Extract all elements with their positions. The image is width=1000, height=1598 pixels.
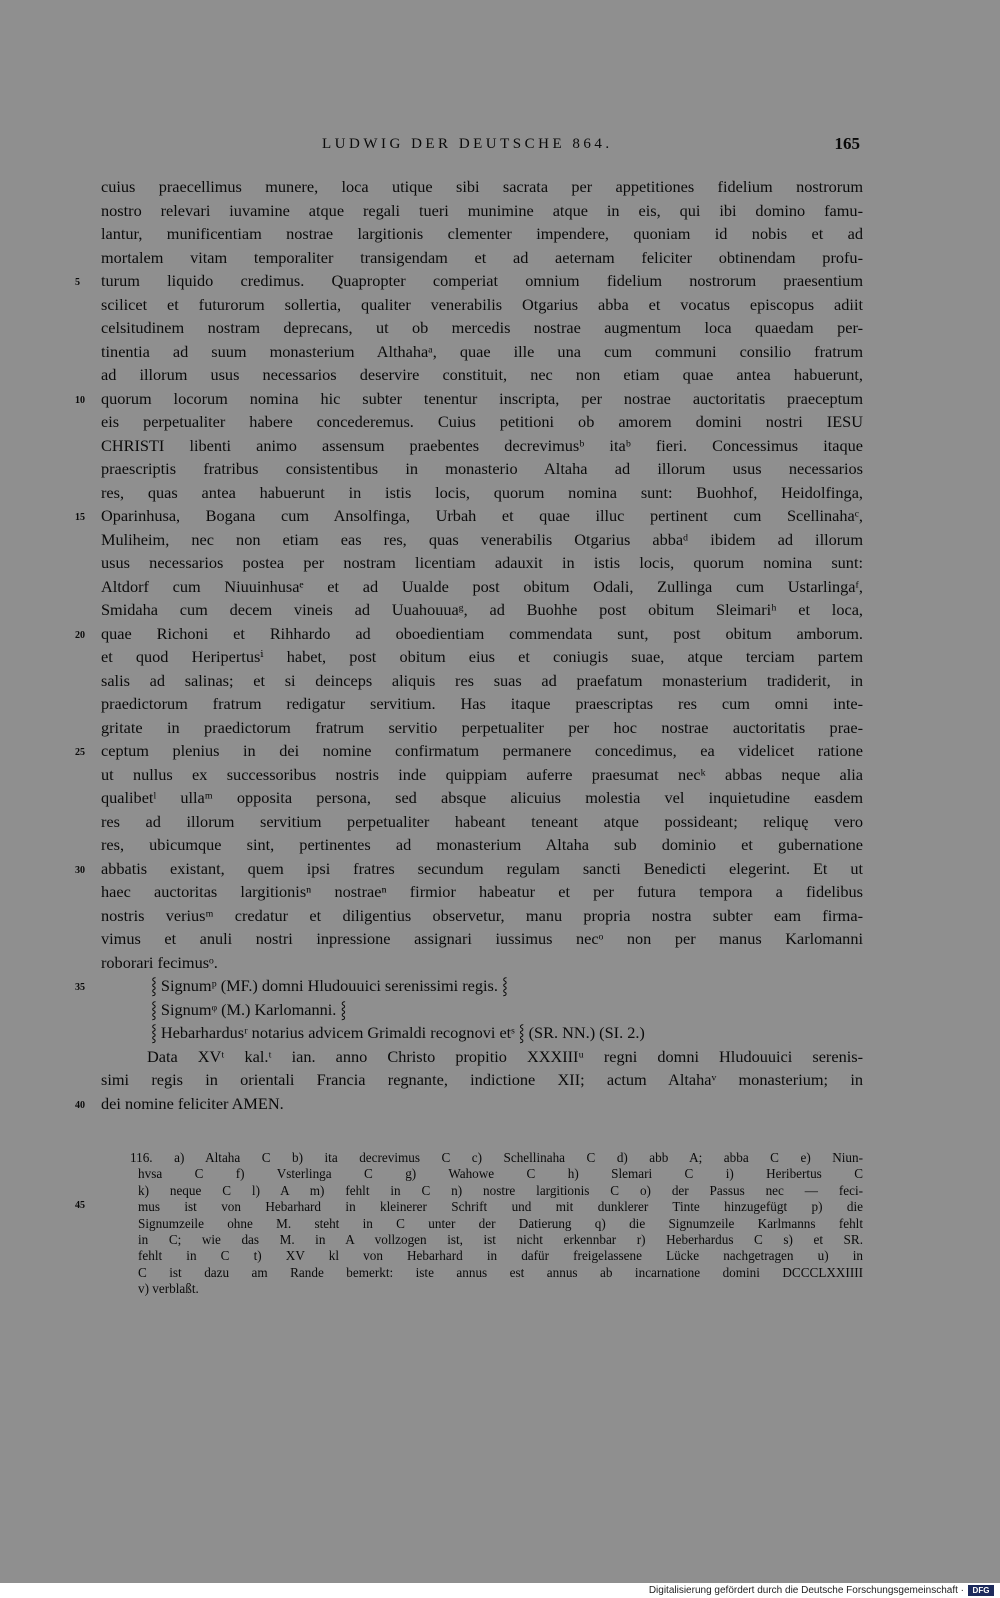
- line-number: 35: [75, 982, 85, 993]
- note-line: in C; wie das M. in A vollzogen ist, ist nicht erkennbar r) Heberhardus C s) et SR.: [138, 1231, 863, 1247]
- funding-note: Digitalisierung gefördert durch die Deutsche Forschungsgemeinschaft ·: [648, 1585, 964, 1596]
- text-line: qualibetˡ ullaᵐ opposita persona, sed absque alicuius molestia vel inquietudine easdem: [101, 788, 863, 807]
- text-line: ut nullus ex successoribus nostris inde quippiam auferre praesumat necᵏ abbas neque alia: [101, 764, 863, 784]
- note-line: C ist dazu am Rande bemerkt: iste annus est annus ab incarnatione domini DCCCLXXIIII: [138, 1264, 863, 1280]
- text-line: ⸾ Hebarhardusʳ notarius advicem Grimaldi recognovi etˢ ⸾ (SR. NN.) (SI. 2.): [151, 1023, 645, 1042]
- line-number: 45: [75, 1200, 85, 1211]
- text-line: ad illorum usus necessarios deservire constituit, nec non etiam quae antea habuerunt,: [101, 365, 863, 384]
- running-title: LUDWIG DER DEUTSCHE 864.: [322, 136, 613, 152]
- text-line: salis ad salinas; et si deinceps aliquis res suas ad praefatum monasterium tradiderit, in: [101, 670, 863, 690]
- text-line: lantur, munificentiam nostrae largitionis clementer impendere, quoniam id nobis et ad: [101, 224, 863, 243]
- line-number: 25: [75, 747, 85, 758]
- footer-bar: [0, 1583, 1000, 1598]
- text-line: quorum locorum nomina hic subter tenentur inscripta, per nostrae auctoritatis praeceptum: [101, 388, 863, 408]
- note-line: 116. a) Altaha C b) ita decrevimus C c) Schellinaha C d) abb A; abba C e) Niun-: [130, 1150, 863, 1165]
- note-line: fehlt in C t) XV kl von Hebarhard in dafür freigelassene Lücke nachgetragen u) in: [138, 1248, 863, 1264]
- line-number: 10: [75, 394, 85, 406]
- dfg-logo: DFG: [968, 1585, 994, 1596]
- line-number: 5: [75, 277, 80, 288]
- charter-text: [101, 175, 863, 1115]
- text-line: praescriptis fratribus consistentibus in monasterio Altaha ad illorum usus necessarios: [101, 459, 863, 478]
- note-line: k) neque C l) A m) fehlt in C n) nostre largitionis C o) der Passus nec — feci-: [138, 1182, 863, 1198]
- text-line: res, ubicumque sint, pertinentes ad monasterium Altaha sub dominio et gubernatione: [101, 835, 863, 854]
- text-line: ceptum plenius in dei nomine confirmatum permanere concedimus, ea videlicet ratione: [101, 741, 863, 760]
- text-line: scilicet et futurorum sollertia, qualiter venerabilis Otgarius abba et vocatus episcopus adiit: [101, 294, 863, 314]
- text-line: ⸾ Signumᵖ (MF.) domni Hludouuici serenissimi regis. ⸾: [151, 976, 508, 995]
- text-line: vimus et anuli nostri inpressione assignari iussimus necᵒ non per manus Karlomanni: [101, 929, 863, 948]
- page-header: [98, 134, 860, 160]
- text-line: Smidaha cum decem vineis ad Uuahouuaᵍ, ad Buohhe post obitum Sleimariʰ et loca,: [101, 600, 863, 619]
- text-line: tinentia ad suum monasterium Althahaᵃ, quae ille una cum communi consilio fratrum: [101, 341, 863, 361]
- text-line: Altdorf cum Niuuinhusaᵉ et ad Uualde post obitum Odali, Zullinga cum Ustarlingaᶠ,: [101, 576, 863, 596]
- text-line: nostris veriusᵐ credatur et diligentius observetur, manu propria nostra subter eam firma-: [101, 905, 863, 925]
- text-line: ⸾ Signumᵠ (M.) Karlomanni. ⸾: [151, 999, 347, 1019]
- text-line: abbatis existant, quem ipsi fratres secundum regulam sancti Benedicti elegerint. Et ut: [101, 858, 863, 878]
- text-line: celsitudinem nostram deprecans, ut ob mercedis nostrae augmentum loca quaedam per-: [101, 318, 863, 337]
- text-line: turum liquido credimus. Quapropter comperiat omnium fidelium nostrorum praesentium: [101, 271, 863, 290]
- text-line: mortalem vitam temporaliter transigendam et ad aeternam feliciter obtinendam profu-: [101, 247, 863, 267]
- text-line: cuius praecellimus munere, loca utique sibi sacrata per appetitiones fidelium nostrorum: [101, 177, 863, 196]
- text-line: res, quas antea habuerunt in istis locis, quorum nomina sunt: Buohhof, Heidolfinga,: [101, 482, 863, 502]
- note-line: v) verblaßt.: [138, 1281, 199, 1297]
- text-line: Muliheim, nec non etiam eas res, quas venerabilis Otgarius abbaᵈ ibidem ad illorum: [101, 529, 863, 549]
- note-line: Signumzeile ohne M. steht in C unter der Datierung q) die Signumzeile Karlmanns fehlt: [138, 1215, 863, 1231]
- critical-apparatus: [130, 1150, 863, 1298]
- line-number: 15: [75, 512, 85, 523]
- text-line: nostro relevari iuvamine atque regali tueri munimine atque in eis, qui ibi domino famu-: [101, 200, 863, 220]
- note-line: hvsa C f) Vsterlinga C g) Wahowe C h) Slemari C i) Heribertus C: [138, 1166, 863, 1182]
- text-line: quae Richoni et Rihhardo ad oboedientiam commendata sunt, post obitum amborum.: [101, 623, 863, 643]
- text-line: res ad illorum servitium perpetualiter habeant teneant atque possideant; reliquę vero: [101, 811, 863, 831]
- text-line: praedictorum fratrum redigatur servitium. Has itaque praescriptas res cum omni inte-: [101, 694, 863, 713]
- text-line: Oparinhusa, Bogana cum Ansolfinga, Urbah et quae illuc pertinent cum Scellinahaᶜ,: [101, 506, 863, 525]
- text-line: gritate in praedictorum fratrum servitio perpetualiter per hoc nostrae auctoritatis prae-: [101, 717, 863, 737]
- text-line: simi regis in orientali Francia regnante, indictione XII; actum Altahaᵛ monasterium; in: [101, 1070, 863, 1089]
- text-line: CHRISTI libenti animo assensum praebentes decrevimusᵇ itaᵇ fieri. Concessimus itaque: [101, 435, 863, 455]
- text-line: eis perpetualiter habere concederemus. Cuius petitioni ob amorem domini nostri IESU: [101, 412, 863, 431]
- text-line: et quod Heripertusⁱ habet, post obitum eius et coniugis suae, atque terciam partem: [101, 647, 863, 666]
- line-number: 40: [75, 1099, 85, 1111]
- text-line: haec auctoritas largitionisⁿ nostraeⁿ firmior habeatur et per futura tempora a fidelibus: [101, 882, 863, 901]
- line-number: 20: [75, 629, 85, 641]
- text-line: roborari fecimusᵒ.: [101, 952, 218, 972]
- line-number: 30: [75, 864, 85, 876]
- note-line: mus ist von Hebarhard in kleinerer Schrift und mit dunklerer Tinte hinzugefügt p) die: [138, 1199, 863, 1215]
- text-line: usus necessarios postea per nostram licentiam adauxit in istis locis, quorum nomina sunt:: [101, 553, 863, 572]
- text-line: Data XVᵗ kal.ᵗ ian. anno Christo propitio XXXIIIᵘ regni domni Hludouuici serenis-: [147, 1046, 863, 1066]
- text-line: dei nomine feliciter AMEN.: [101, 1093, 284, 1113]
- page-number: 165: [834, 134, 860, 153]
